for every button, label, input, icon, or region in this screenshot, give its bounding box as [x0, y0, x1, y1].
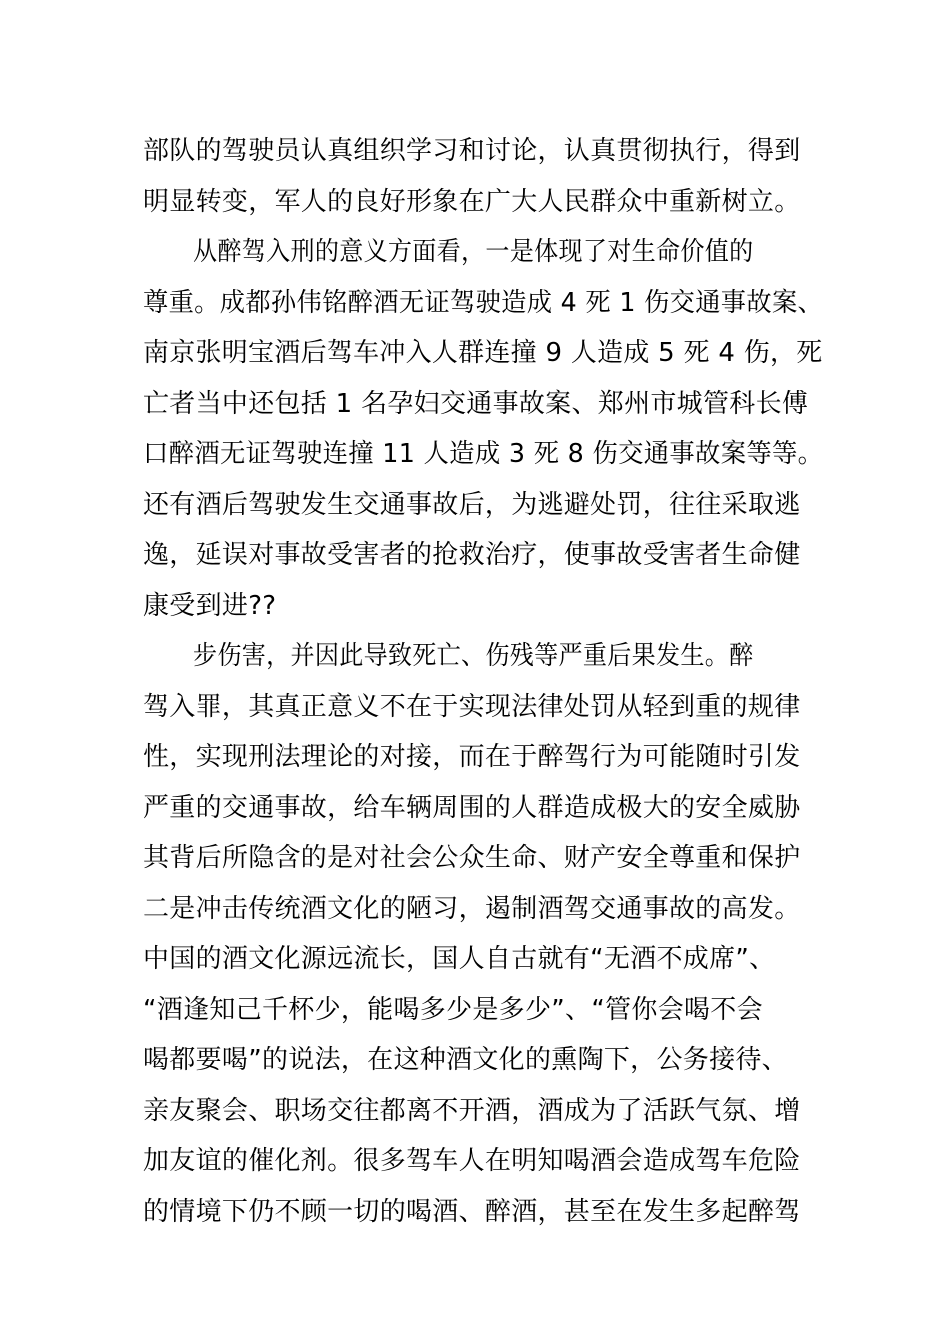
paragraph-first-line: 步伤害，并因此导致死亡、伤残等严重后果发生。醉 [193, 641, 754, 671]
text-line: 中国的酒文化源远流长，国人自古就有“无酒不成席”、 [143, 944, 776, 974]
text-line: 严重的交通事故，给车辆周围的人群造成极大的安全威胁 [143, 793, 801, 823]
text-line: 逸，延误对事故受害者的抢救治疗，使事故受害者生命健 [143, 540, 801, 570]
text-line: 康受到进?? [143, 591, 277, 621]
text-line: 还有酒后驾驶发生交通事故后，为逃避处罚，往往采取逃 [143, 490, 801, 520]
paragraph-first-line: 从醉驾入刑的意义方面看，一是体现了对生命价值的 [193, 237, 754, 267]
text-line: 其背后所隐含的是对社会公众生命、财产安全尊重和保护 [143, 843, 801, 873]
text-line: 亡者当中还包括 1 名孕妇交通事故案、郑州市城管科长傅 [143, 389, 809, 419]
text-line: 明显转变，军人的良好形象在广大人民群众中重新树立。 [143, 187, 801, 217]
text-line: 性，实现刑法理论的对接，而在于醉驾行为可能随时引发 [143, 742, 801, 772]
text-line: 的情境下仍不顾一切的喝酒、醉酒，甚至在发生多起醉驾 [143, 1197, 801, 1227]
text-line: 驾入罪，其真正意义不在于实现法律处罚从轻到重的规律 [143, 692, 801, 722]
text-line: 南京张明宝酒后驾车冲入人群连撞 9 人造成 5 死 4 伤，死 [143, 338, 823, 368]
text-line: 加友谊的催化剂。很多驾车人在明知喝酒会造成驾车危险 [143, 1146, 801, 1176]
text-line: 喝都要喝”的说法，在这种酒文化的熏陶下，公务接待、 [143, 1045, 788, 1075]
text-line: 亲友聚会、职场交往都离不开酒，酒成为了活跃气氛、增 [143, 1096, 801, 1126]
text-line: 部队的驾驶员认真组织学习和讨论，认真贯彻执行，得到 [143, 136, 801, 166]
text-line: 口醉酒无证驾驶连撞 11 人造成 3 死 8 伤交通事故案等等。 [143, 439, 824, 469]
text-line: 尊重。成都孙伟铭醉酒无证驾驶造成 4 死 1 伤交通事故案、 [143, 288, 824, 318]
text-line: 二是冲击传统酒文化的陋习，遏制酒驾交通事故的高发。 [143, 894, 801, 924]
text-line: “酒逢知己千杯少，能喝多少是多少”、“管你会喝不会 [143, 995, 763, 1025]
